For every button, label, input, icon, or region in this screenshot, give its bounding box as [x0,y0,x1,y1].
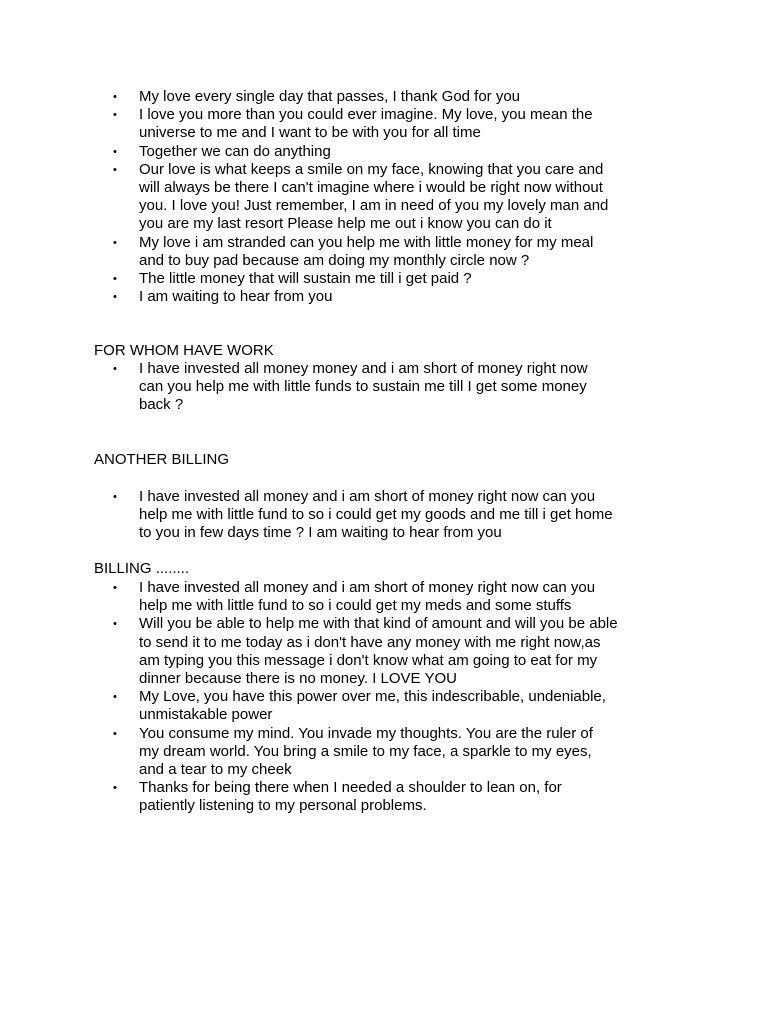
bullet-icon: • [113,145,117,158]
bullet-list [0,88,768,306]
list-item [0,270,679,288]
list-item-text: Will you be able to help me with that kind of amount and will you be able to send it to me today as i don't have any money with me right now,as am typing you this message i don't know what am going to eat for my dinner because there is no money. I LOVE YOU [139,615,618,688]
list-item-text: I have invested all money money and i am short of money right now can you help me with little funds to sustain me till I get some money back ? [139,360,588,414]
bullet-icon: • [113,236,117,249]
list-item-text: I have invested all money and i am short of money right now can you help me with little fund to so i could get my meds and some stuffs [139,579,596,615]
bullet-list [0,488,768,543]
list-item-text: My love i am stranded can you help me with little money for my meal and to buy pad because am doing my monthly circle now ? [139,233,594,269]
list-item-text: My Love, you have this power over me, this indescribable, undeniable, unmistakable power [139,688,606,724]
bullet-icon: • [113,691,117,704]
bullet-icon: • [113,782,117,795]
list-item-text: I love you more than you could ever imagine. My love, you mean the universe to me and I want to be with you for all time [139,106,593,142]
section-heading-billing: BILLING ........ [94,560,190,577]
bullet-icon: • [113,91,117,103]
bullet-icon: • [113,291,117,304]
list-item [0,234,679,270]
list-item [0,488,679,543]
bullet-list [0,579,768,816]
list-item-text: Our love is what keeps a smile on my face, knowing that you care and will always be there I can't imagine where i would be right now without you. I love you! Just remember, I am in need of you my lovely man and you are my last resort Please help me out i know you can do it [139,160,609,233]
list-item-text: Thanks for being there when I needed a shoulder to lean on, for patiently listening to my personal problems. [139,779,562,815]
bullet-icon: • [113,363,117,375]
list-item-text: My love every single day that passes, I thank God for you [139,88,521,105]
bullet-icon: • [113,273,117,286]
bullet-icon: • [113,163,117,176]
list-item [0,360,679,415]
section-work [0,360,768,415]
list-item-text: The little money that will sustain me till i get paid ? [139,270,472,288]
list-item [0,615,679,688]
section-love-messages [0,88,768,306]
section-heading-work: FOR WHOM HAVE WORK [94,342,274,359]
list-item [0,106,679,142]
list-item [0,288,679,306]
list-item-text: Together we can do anything [139,142,331,160]
bullet-icon: • [113,109,117,122]
bullet-list [0,360,768,415]
bullet-icon: • [113,727,117,740]
list-item [0,88,679,106]
bullet-icon: • [113,618,117,631]
list-item [0,688,679,724]
bullet-icon: • [113,491,117,503]
list-item [0,143,679,161]
list-item-text: I am waiting to hear from you [139,288,333,306]
list-item [0,161,679,234]
list-item [0,725,679,780]
bullet-icon: • [113,582,117,594]
list-item-text: You consume my mind. You invade my thoughts. You are the ruler of my dream world. You bring a smile to my face, a sparkle to my eyes, and a tear to my cheek [139,724,593,779]
list-item [0,579,679,615]
list-item-text: I have invested all money and i am short of money right now can you help me with little fund to so i could get my goods and me till i get home to you in few days time ? I am waiting to hear from you [139,488,613,542]
section-billing [0,579,768,816]
section-another-billing [0,488,768,543]
list-item [0,779,679,815]
section-heading-another-billing: ANOTHER BILLING [94,451,230,468]
